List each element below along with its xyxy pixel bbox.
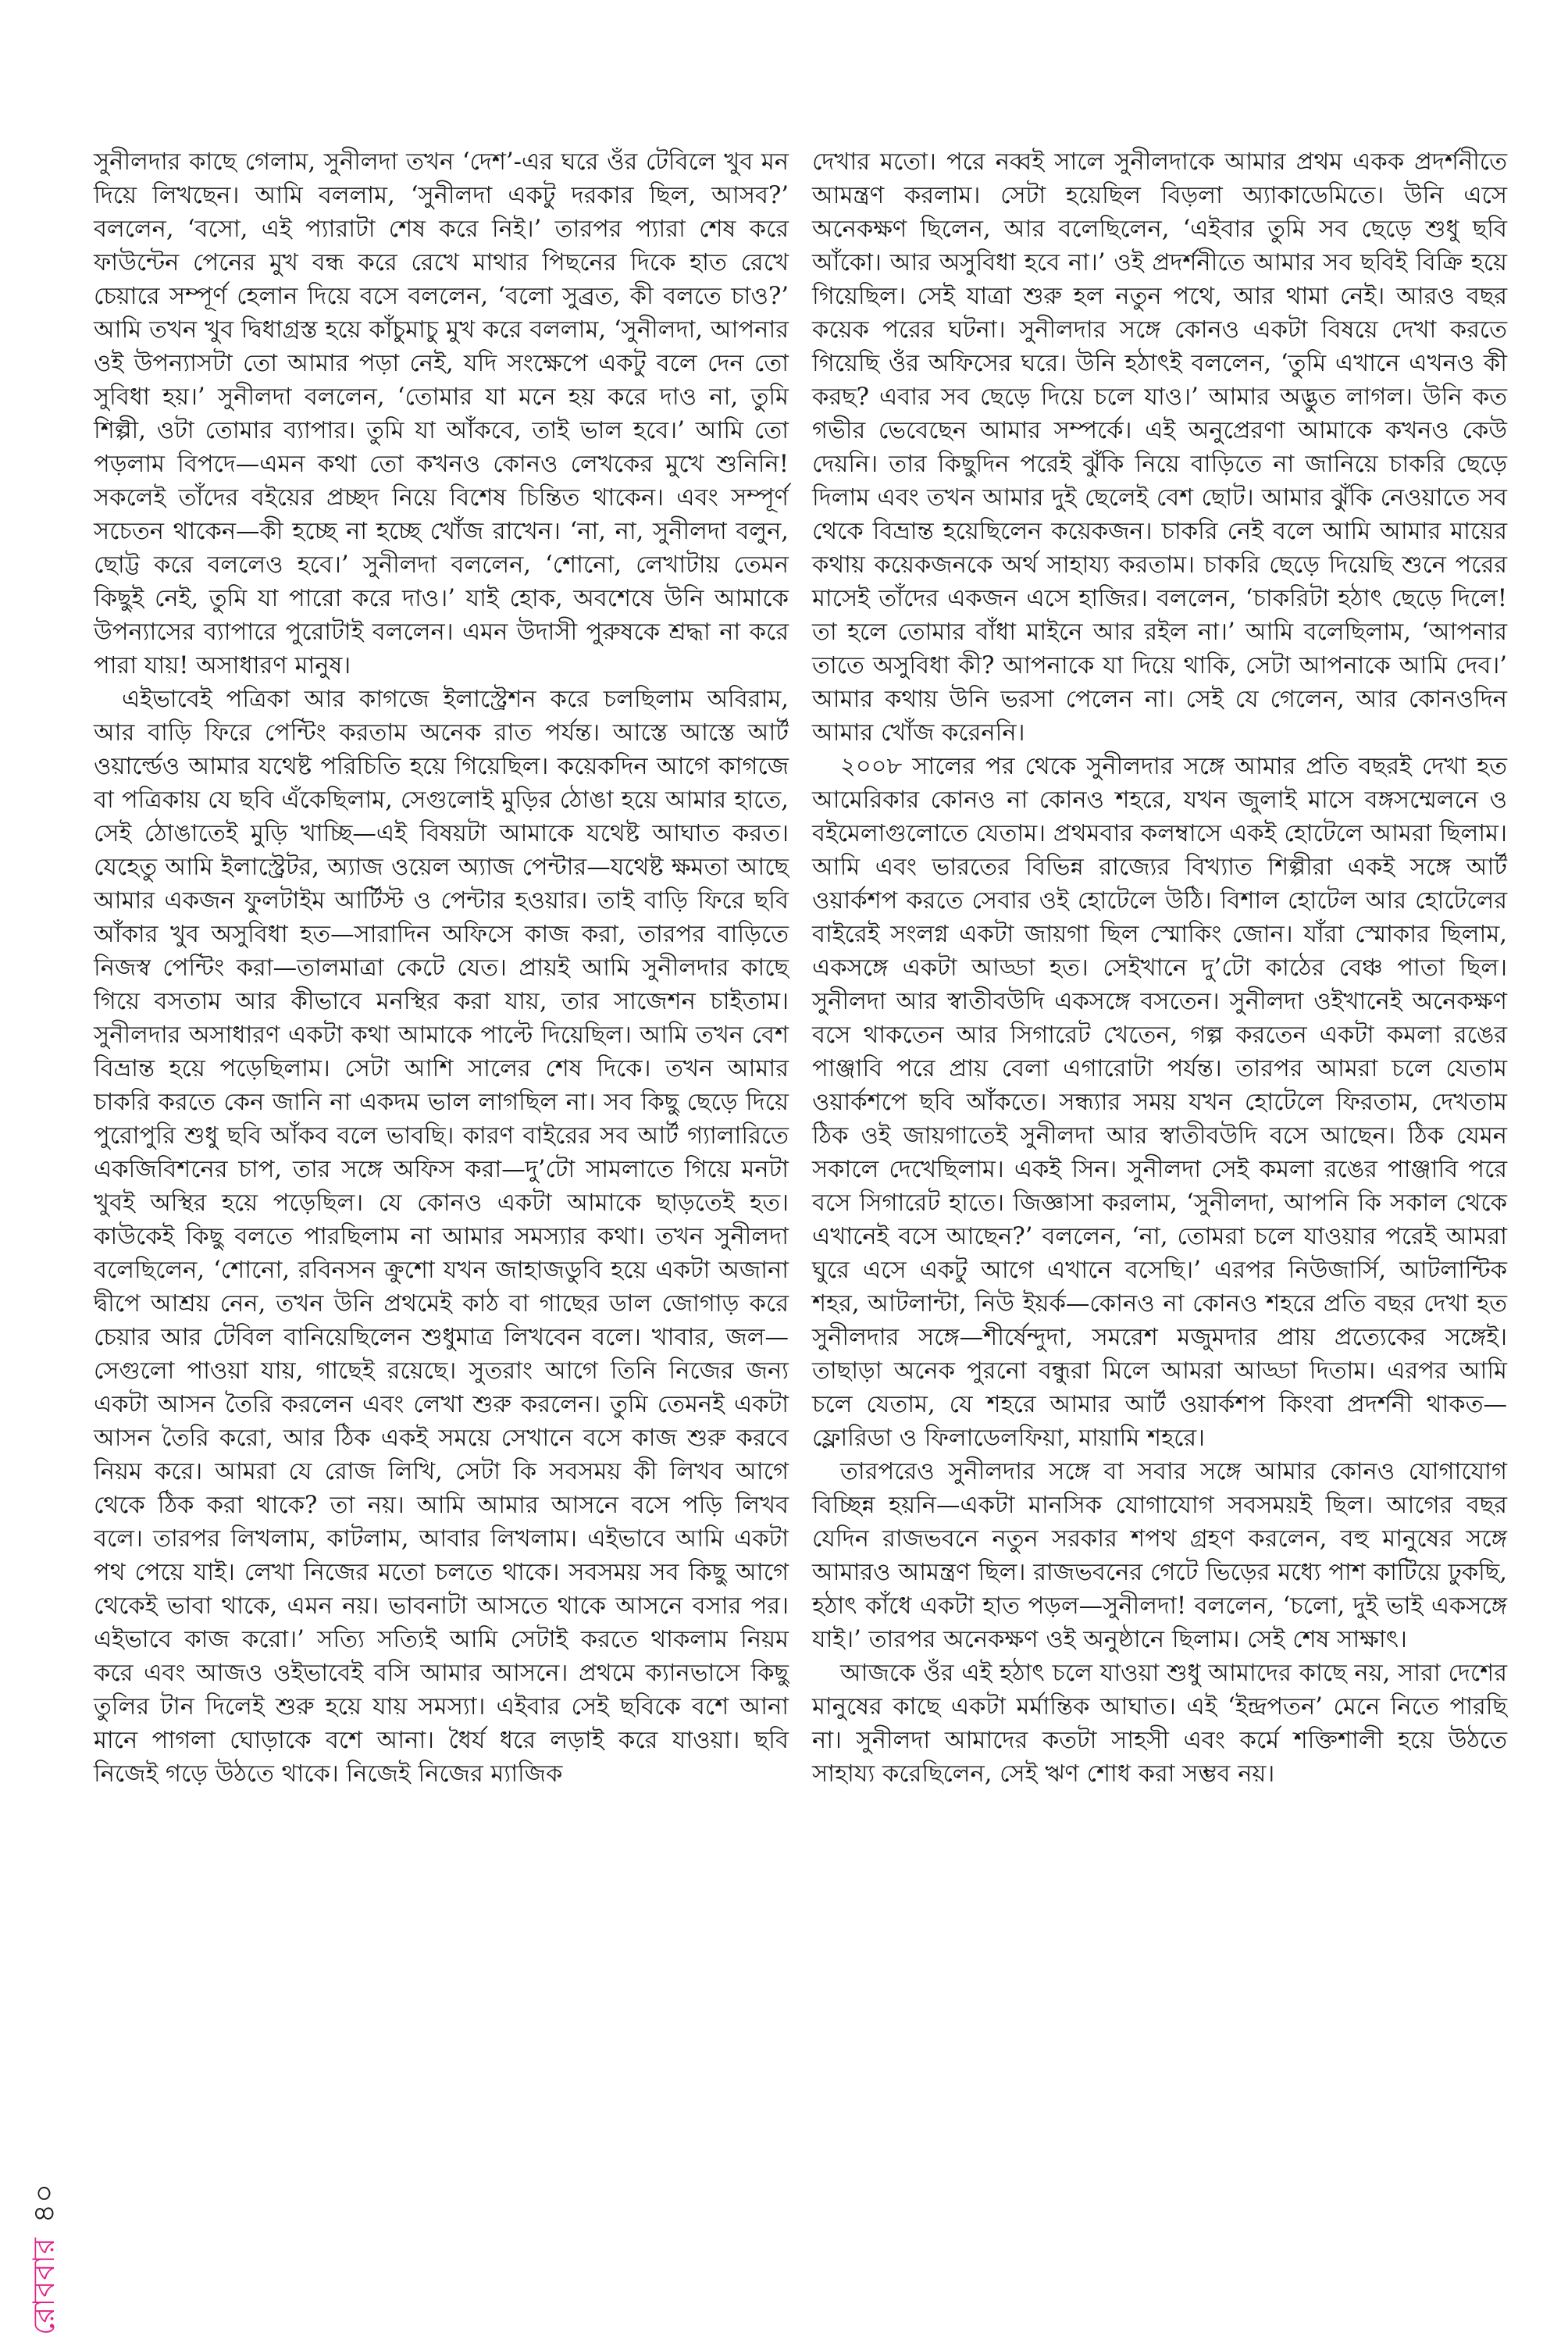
article-paragraph: ২০০৮ সালের পর থেকে সুনীলদার সঙ্গে আমার প্রতি বছরই দেখা হত আমেরিকার কোনও না কোনও শহরে, যখন জুলাই মাসে বঙ্গসম্মেলনে ও বইমেলাগুলোতে যেতাম। প্রথমবার কলম্বাসে একই হোটেলে আমরা ছিলাম। আমি এবং ভারতের বিভিন্ন রাজ্যের বিখ্যাত শিল্পীরা একই সঙ্গে আর্ট ওয়ার্কশপ করতে সেবার ওই হোটেলে উঠি। বিশাল হোটেল আর হোটেলের বাইরেই সংলগ্ন একটা জায়গা ছিল স্মোকিং জোন। যাঁরা স্মোকার ছিলাম, একসঙ্গে একটা আড্ডা হত। সেইখানে দু’টো কাঠের বেঞ্চ পাতা ছিল। সুনীলদা আর স্বাতীবউদি একসঙ্গে বসতেন। সুনীলদা ওইখানেই অনেকক্ষণ বসে থাকতেন আর সিগারেট খেতেন, গল্প করতেন একটা কমলা রঙের পাঞ্জাবি পরে প্রায় বেলা এগারোটা পর্যন্ত। তারপর আমরা চলে যেতাম ওয়ার্কশপে ছবি আঁকতে। সন্ধ্যার সময় যখন হোটেলে ফিরতাম, দেখতাম ঠিক ওই জায়গাতেই সুনীলদা আর স্বাতীবউদি বসে আছেন। ঠিক যেমন সকালে দেখেছিলাম। একই সিন। সুনীলদা সেই কমলা রঙের পাঞ্জাবি পরে বসে সিগারেট হাতে। জিজ্ঞাসা করলাম, ‘সুনীলদা, আপনি কি সকাল থেকে এখানেই বসে আছেন?’ বললেন, ‘না, তোমরা চলে যাওয়ার পরেই আমরা ঘুরে এসে একটু আগে এখানে বসেছি।’ এরপর নিউজার্সি, আটলান্টিক শহর, আটলান্টা, নিউ ইয়র্ক—কোনও না কোনও শহরে প্রতি বছর দেখা হত সুনীলদার সঙ্গে—শীর্ষেন্দুদা, সমরেশ মজুমদার প্রায় প্রত্যেকের সঙ্গেই। তাছাড়া অনেক পুরনো বন্ধুরা মিলে আমরা আড্ডা দিতাম। এরপর আমি চলে যেতাম, যে শহরে আমার আর্ট ওয়ার্কশপ কিংবা প্রদর্শনী থাকত—ফ্লোরিডা ও ফিলাডেলফিয়া, মায়ামি শহরে। [812,753,1507,1452]
article-paragraph: তারপরেও সুনীলদার সঙ্গে বা সবার সঙ্গে আমার কোনও যোগাযোগ বিচ্ছিন্ন হয়নি—একটা মানসিক যোগাযোগ সবসময়ই ছিল। আগের বছর যেদিন রাজভবনে নতুন সরকার শপথ গ্রহণ করলেন, বহু মানুষের সঙ্গে আমারও আমন্ত্রণ ছিল। রাজভবনের গেটে ভিড়ের মধ্যে পাশ কাটিয়ে ঢুকছি, হঠাৎ কাঁধে একটা হাত পড়ল—সুনীলদা! বললেন, ‘চলো, দুই ভাই একসঙ্গে যাই।’ তারপর অনেকক্ষণ ওই অনুষ্ঠানে ছিলাম। সেই শেষ সাক্ষাৎ। [812,1458,1507,1653]
page-folio [27,2140,73,2343]
magazine-name: রোববার [27,2237,61,2335]
article-column-left [94,145,789,1791]
article-column-right [812,145,1507,1791]
folio-label [27,2183,61,2335]
article-paragraph: এইভাবেই পত্রিকা আর কাগজে ইলাস্ট্রেশন করে চলছিলাম অবিরাম, আর বাড়ি ফিরে পেন্টিং করতাম অনেক রাত পর্যন্ত। আস্তে আস্তে আর্ট ওয়ার্ল্ডেও আমার যথেষ্ট পরিচিতি হয়ে গিয়েছিল। কয়েকদিন আগে কাগজে বা পত্রিকায় যে ছবি এঁকেছিলাম, সেগুলোই মুড়ির ঠোঙা হয়ে আমার হাতে, সেই ঠোঙাতেই মুড়ি খাচ্ছি—এই বিষয়টা আমাকে যথেষ্ট আঘাত করত। যেহেতু আমি ইলাস্ট্রেটর, অ্যাজ ওয়েল অ্যাজ পেন্টার—যথেষ্ট ক্ষমতা আছে আমার একজন ফুলটাইম আর্টিস্ট ও পেন্টার হওয়ার। তাই বাড়ি ফিরে ছবি আঁকার খুব অসুবিধা হত—সারাদিন অফিসে কাজ করা, তারপর বাড়িতে নিজস্ব পেন্টিং করা—তালমাত্রা কেটে যেত। প্রায়ই আমি সুনীলদার কাছে গিয়ে বসতাম আর কীভাবে মনস্থির করা যায়, তার সাজেশন চাইতাম। সুনীলদার অসাধারণ একটা কথা আমাকে পাল্টে দিয়েছিল। আমি তখন বেশ বিভ্রান্ত হয়ে পড়েছিলাম। সেটা আশি সালের শেষ দিকে। তখন আমার চাকরি করতে কেন জানি না একদম ভাল লাগছিল না। সব কিছু ছেড়ে দিয়ে পুরোপুরি শুধু ছবি আঁকব বলে ভাবছি। কারণ বাইরের সব আর্ট গ্যালারিতে একজিবিশনের চাপ, তার সঙ্গে অফিস করা—দু’টো সামলাতে গিয়ে মনটা খুবই অস্থির হয়ে পড়েছিল। যে কোনও একটা আমাকে ছাড়তেই হত। কাউকেই কিছু বলতে পারছিলাম না আমার সমস্যার কথা। তখন সুনীলদা বলেছিলেন, ‘শোনো, রবিনসন ক্রুশো যখন জাহাজডুবি হয়ে একটা অজানা দ্বীপে আশ্রয় নেন, তখন উনি প্রথমেই কাঠ বা গাছের ডাল জোগাড় করে চেয়ার আর টেবিল বানিয়েছিলেন শুধুমাত্র লিখবেন বলে। খাবার, জল—সেগুলো পাওয়া যায়, গাছেই রয়েছে। সুতরাং আগে তিনি নিজের জন্য একটা আসন তৈরি করলেন এবং লেখা শুরু করলেন। তুমি তেমনই একটা আসন তৈরি করো, আর ঠিক একই সময়ে সেখানে বসে কাজ শুরু করবে নিয়ম করে। আমরা যে রোজ লিখি, সেটা কি সবসময় কী লিখব আগে থেকে ঠিক করা থাকে? তা নয়। আমি আমার আসনে বসে পড়ি লিখব বলে। তারপর লিখলাম, কাটলাম, আবার লিখলাম। এইভাবে আমি একটা পথ পেয়ে যাই। লেখা নিজের মতো চলতে থাকে। সবসময় সব কিছু আগে থেকেই ভাবা থাকে, এমন নয়। ভাবনাটা আসতে থাকে আসনে বসার পর। এইভাবে কাজ করো।’ সত্যি সত্যিই আমি সেটাই করতে থাকলাম নিয়ম করে এবং আজও ওইভাবেই বসি আমার আসনে। প্রথমে ক্যানভাসে কিছু তুলির টান দিলেই শুরু হয়ে যায় সমস্যা। এইবার সেই ছবিকে বশে আনা মানে পাগলা ঘোড়াকে বশে আনা। ধৈর্য ধরে লড়াই করে যাওয়া। ছবি নিজেই গড়ে উঠতে থাকে। নিজেই নিজের ম্যাজিক [94,686,789,1788]
article-paragraph: সুনীলদার কাছে গেলাম, সুনীলদা তখন ‘দেশ’-এর ঘরে ওঁর টেবিলে খুব মন দিয়ে লিখছেন। আমি বললাম, ‘সুনীলদা একটু দরকার ছিল, আসব?’ বললেন, ‘বসো, এই প্যারাটা শেষ করে নিই।’ তারপর প্যারা শেষ করে ফাউন্টেন পেনের মুখ বন্ধ করে রেখে মাথার পিছনের দিকে হাত রেখে চেয়ারে সম্পূর্ণ হেলান দিয়ে বসে বললেন, ‘বলো সুব্রত, কী বলতে চাও?’ আমি তখন খুব দ্বিধাগ্রস্ত হয়ে কাঁচুমাচু মুখ করে বললাম, ‘সুনীলদা, আপনার ওই উপন্যাসটা তো আমার পড়া নেই, যদি সংক্ষেপে একটু বলে দেন তো সুবিধা হয়।’ সুনীলদা বললেন, ‘তোমার যা মনে হয় করে দাও না, তুমি শিল্পী, ওটা তোমার ব্যাপার। তুমি যা আঁকবে, তাই ভাল হবে।’ আমি তো পড়লাম বিপদে—এমন কথা তো কখনও কোনও লেখকের মুখে শুনিনি! সকলেই তাঁদের বইয়ের প্রচ্ছদ নিয়ে বিশেষ চিন্তিত থাকেন। এবং সম্পূর্ণ সচেতন থাকেন—কী হচ্ছে না হচ্ছে খোঁজ রাখেন। ‘না, না, সুনীলদা বলুন, ছোট্ট করে বললেও হবে।’ সুনীলদা বললেন, ‘শোনো, লেখাটায় তেমন কিছুই নেই, তুমি যা পারো করে দাও।’ যাই হোক, অবশেষে উনি আমাকে উপন্যাসের ব্যাপারে পুরোটাই বললেন। এমন উদাসী পুরুষকে শ্রদ্ধা না করে পারা যায়! অসাধারণ মানুষ। [94,148,789,679]
article-paragraph: দেখার মতো। পরে নব্বই সালে সুনীলদাকে আমার প্রথম একক প্রদর্শনীতে আমন্ত্রণ করলাম। সেটা হয়েছিল বিড়লা অ্যাকাডেমিতে। উনি এসে অনেকক্ষণ ছিলেন, আর বলেছিলেন, ‘এইবার তুমি সব ছেড়ে শুধু ছবি আঁকো। আর অসুবিধা হবে না।’ ওই প্রদর্শনীতে আমার সব ছবিই বিক্রি হয়ে গিয়েছিল। সেই যাত্রা শুরু হল নতুন পথে, আর থামা নেই। আরও বছর কয়েক পরের ঘটনা। সুনীলদার সঙ্গে কোনও একটা বিষয়ে দেখা করতে গিয়েছি ওঁর অফিসের ঘরে। উনি হঠাৎই বললেন, ‘তুমি এখানে এখনও কী করছ? এবার সব ছেড়ে দিয়ে চলে যাও।’ আমার অদ্ভুত লাগল। উনি কত গভীর ভেবেছেন আমার সম্পর্কে। এই অনুপ্রেরণা আমাকে কখনও কেউ দেয়নি। তার কিছুদিন পরেই ঝুঁকি নিয়ে বাড়িতে না জানিয়ে চাকরি ছেড়ে দিলাম এবং তখন আমার দুই ছেলেই বেশ ছোট। আমার ঝুঁকি নেওয়াতে সব থেকে বিভ্রান্ত হয়েছিলেন কয়েকজন। চাকরি নেই বলে আমি আমার মায়ের কথায় কয়েকজনকে অর্থ সাহায্য করতাম। চাকরি ছেড়ে দিয়েছি শুনে পরের মাসেই তাঁদের একজন এসে হাজির। বললেন, ‘চাকরিটা হঠাৎ ছেড়ে দিলে! তা হলে তোমার বাঁধা মাইনে আর রইল না।’ আমি বলেছিলাম, ‘আপনার তাতে অসুবিধা কী? আপনাকে যা দিয়ে থাকি, সেটা আপনাকে আমি দেব।’ আমার কথায় উনি ভরসা পেলেন না। সেই যে গেলেন, আর কোনওদিন আমার খোঁজ করেননি। [812,148,1507,747]
page-number: ৪০ [27,2183,61,2223]
article-paragraph: আজকে ওঁর এই হঠাৎ চলে যাওয়া শুধু আমাদের কাছে নয়, সারা দেশের মানুষের কাছে একটা মর্মান্তিক আঘাত। এই ‘ইন্দ্রপতন’ মেনে নিতে পারছি না। সুনীলদা আমাদের কতটা সাহসী এবং কর্মে শক্তিশালী হয়ে উঠতে সাহায্য করেছিলেন, সেই ঋণ শোধ করা সম্ভব নয়। [812,1660,1507,1788]
